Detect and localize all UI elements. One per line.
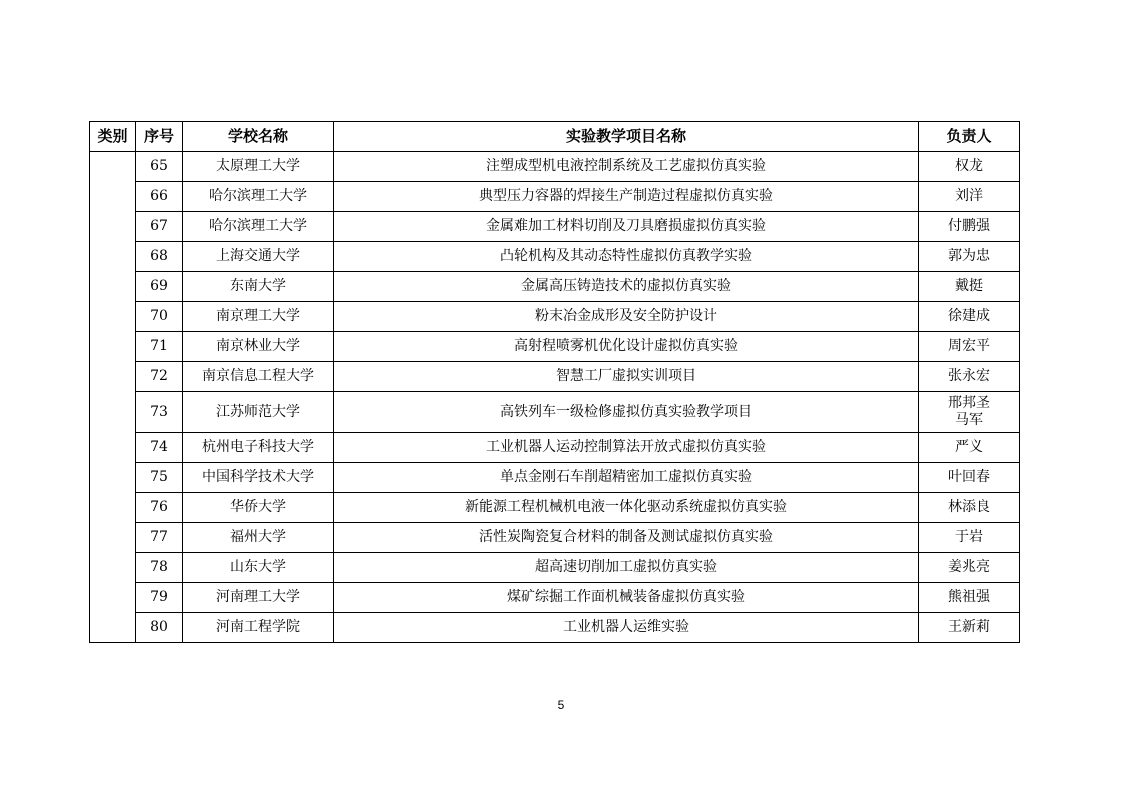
seq-cell: 76 xyxy=(136,493,183,523)
school-cell: 东南大学 xyxy=(183,272,334,302)
school-cell: 哈尔滨理工大学 xyxy=(183,212,334,242)
school-cell: 南京理工大学 xyxy=(183,302,334,332)
table-row xyxy=(90,463,1020,493)
table-row xyxy=(90,272,1020,302)
table-row xyxy=(90,152,1020,182)
leader-cell: 林添良 xyxy=(919,493,1020,523)
table-row xyxy=(90,613,1020,643)
school-cell: 华侨大学 xyxy=(183,493,334,523)
seq-cell: 72 xyxy=(136,362,183,392)
leader-cell: 严义 xyxy=(919,433,1020,463)
school-cell: 南京信息工程大学 xyxy=(183,362,334,392)
seq-cell: 70 xyxy=(136,302,183,332)
header-category: 类别 xyxy=(90,122,136,152)
school-cell: 太原理工大学 xyxy=(183,152,334,182)
school-cell: 福州大学 xyxy=(183,523,334,553)
table-row xyxy=(90,332,1020,362)
school-cell: 河南工程学院 xyxy=(183,613,334,643)
header-seq: 序号 xyxy=(136,122,183,152)
seq-cell: 71 xyxy=(136,332,183,362)
seq-cell: 73 xyxy=(136,392,183,433)
leader-cell: 周宏平 xyxy=(919,332,1020,362)
project-cell: 工业机器人运动控制算法开放式虚拟仿真实验 xyxy=(334,433,919,463)
leader-cell: 刘洋 xyxy=(919,182,1020,212)
header-project: 实验教学项目名称 xyxy=(334,122,919,152)
project-cell: 高铁列车一级检修虚拟仿真实验教学项目 xyxy=(334,392,919,433)
leader-cell: 徐建成 xyxy=(919,302,1020,332)
table-row xyxy=(90,302,1020,332)
seq-cell: 79 xyxy=(136,583,183,613)
project-cell: 煤矿综掘工作面机械装备虚拟仿真实验 xyxy=(334,583,919,613)
project-cell: 工业机器人运维实验 xyxy=(334,613,919,643)
table-row xyxy=(90,523,1020,553)
project-cell: 典型压力容器的焊接生产制造过程虚拟仿真实验 xyxy=(334,182,919,212)
leader-name-2: 马军 xyxy=(955,412,983,428)
school-cell: 上海交通大学 xyxy=(183,242,334,272)
seq-cell: 65 xyxy=(136,152,183,182)
school-cell: 河南理工大学 xyxy=(183,583,334,613)
leader-cell: 熊祖强 xyxy=(919,583,1020,613)
project-cell: 注塑成型机电液控制系统及工艺虚拟仿真实验 xyxy=(334,152,919,182)
page-number: 5 xyxy=(557,698,565,712)
leader-cell: 姜兆亮 xyxy=(919,553,1020,583)
header-school: 学校名称 xyxy=(183,122,334,152)
leader-name-1: 邢邦圣 xyxy=(948,395,990,411)
seq-cell: 75 xyxy=(136,463,183,493)
seq-cell: 69 xyxy=(136,272,183,302)
seq-cell: 74 xyxy=(136,433,183,463)
school-cell: 中国科学技术大学 xyxy=(183,463,334,493)
project-cell: 智慧工厂虚拟实训项目 xyxy=(334,362,919,392)
seq-cell: 78 xyxy=(136,553,183,583)
leader-cell: 叶回春 xyxy=(919,463,1020,493)
leader-cell: 于岩 xyxy=(919,523,1020,553)
seq-cell: 67 xyxy=(136,212,183,242)
school-cell: 山东大学 xyxy=(183,553,334,583)
leader-cell xyxy=(919,392,1020,433)
leader-cell: 戴挺 xyxy=(919,272,1020,302)
project-cell: 金属难加工材料切削及刀具磨损虚拟仿真实验 xyxy=(334,212,919,242)
leader-cell: 权龙 xyxy=(919,152,1020,182)
table-header-row xyxy=(90,122,1020,152)
seq-cell: 66 xyxy=(136,182,183,212)
table-row xyxy=(90,553,1020,583)
table-row xyxy=(90,433,1020,463)
leader-cell: 王新莉 xyxy=(919,613,1020,643)
table-row xyxy=(90,583,1020,613)
seq-cell: 68 xyxy=(136,242,183,272)
category-cell xyxy=(90,152,136,643)
project-cell: 粉末冶金成形及安全防护设计 xyxy=(334,302,919,332)
project-cell: 新能源工程机械机电液一体化驱动系统虚拟仿真实验 xyxy=(334,493,919,523)
table-row xyxy=(90,362,1020,392)
projects-table xyxy=(89,121,1020,643)
school-cell: 南京林业大学 xyxy=(183,332,334,362)
table-row xyxy=(90,182,1020,212)
seq-cell: 77 xyxy=(136,523,183,553)
school-cell: 江苏师范大学 xyxy=(183,392,334,433)
school-cell: 哈尔滨理工大学 xyxy=(183,182,334,212)
project-cell: 活性炭陶瓷复合材料的制备及测试虚拟仿真实验 xyxy=(334,523,919,553)
seq-cell: 80 xyxy=(136,613,183,643)
leader-cell: 郭为忠 xyxy=(919,242,1020,272)
project-cell: 金属高压铸造技术的虚拟仿真实验 xyxy=(334,272,919,302)
leader-cell: 付鹏强 xyxy=(919,212,1020,242)
project-cell: 单点金刚石车削超精密加工虚拟仿真实验 xyxy=(334,463,919,493)
table-row xyxy=(90,493,1020,523)
school-cell: 杭州电子科技大学 xyxy=(183,433,334,463)
leader-cell: 张永宏 xyxy=(919,362,1020,392)
table-row xyxy=(90,392,1020,433)
table-row xyxy=(90,212,1020,242)
table-row xyxy=(90,242,1020,272)
project-cell: 超高速切削加工虚拟仿真实验 xyxy=(334,553,919,583)
project-cell: 凸轮机构及其动态特性虚拟仿真教学实验 xyxy=(334,242,919,272)
header-leader: 负责人 xyxy=(919,122,1020,152)
project-cell: 高射程喷雾机优化设计虚拟仿真实验 xyxy=(334,332,919,362)
